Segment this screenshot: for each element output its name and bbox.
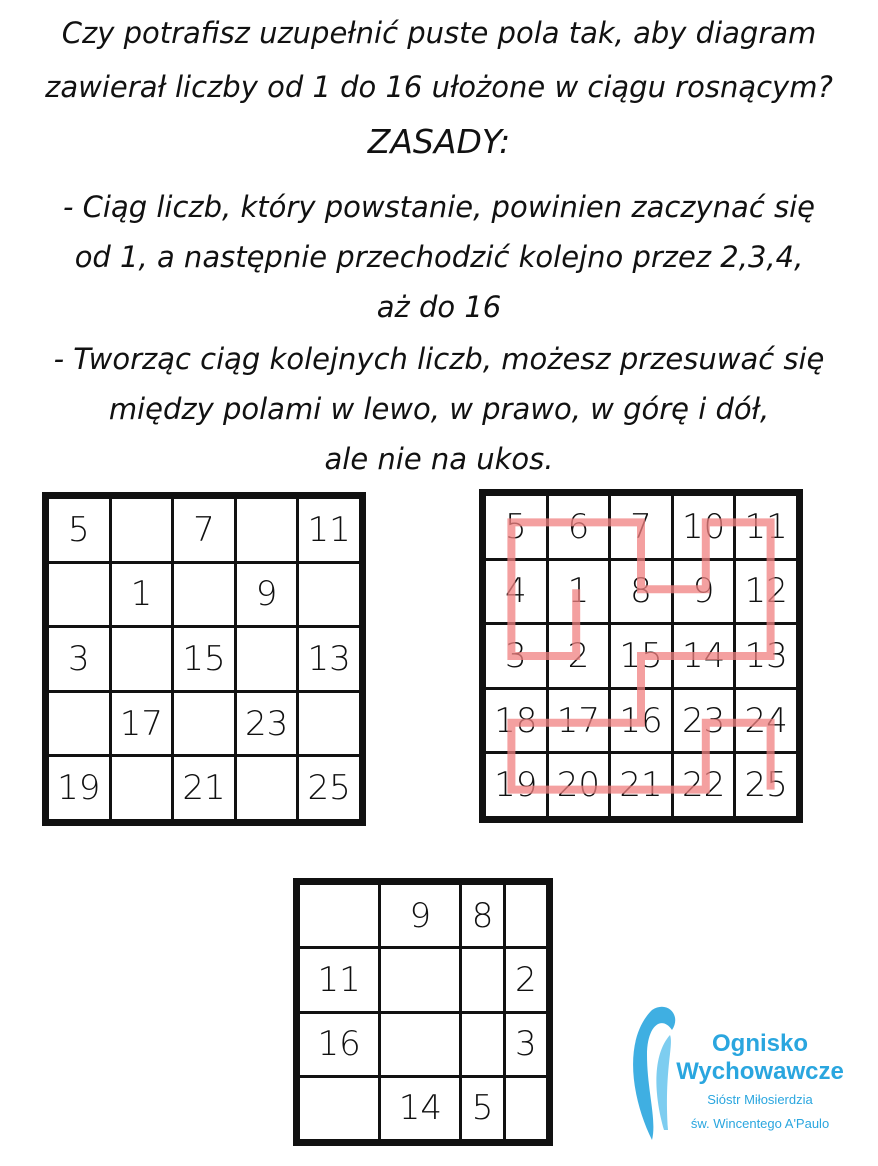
puzzle-cell: 8 [461, 884, 504, 948]
example-solution-cell: 7 [610, 495, 673, 560]
question-line-1: Czy potrafisz uzupełnić puste pola tak, aby diagram [61, 16, 817, 50]
example-puzzle-cell: 19 [48, 756, 111, 821]
example-puzzle-cell: 21 [173, 756, 236, 821]
puzzle-row [299, 1012, 548, 1076]
example-solution-cell: 21 [610, 753, 673, 818]
puzzle-cell [504, 884, 547, 948]
logo-name-1: Ognisko [711, 1030, 808, 1057]
puzzle-cell: 3 [504, 1012, 547, 1076]
example-solution-cell: 17 [547, 688, 610, 753]
example-solution-cell: 20 [547, 753, 610, 818]
example-puzzle-cell [110, 498, 173, 563]
rule-1-line-2: od 1, a następnie przechodzić kolejno przez 2,3,4, [74, 240, 804, 274]
puzzle-row [299, 948, 548, 1012]
rules-title: ZASADY: [367, 122, 511, 161]
example-puzzle-cell [48, 562, 111, 627]
puzzle-cell: 16 [299, 1012, 380, 1076]
example-solution-row [485, 753, 798, 818]
puzzle-cell [461, 948, 504, 1012]
puzzle-row [299, 884, 548, 948]
rule-1 [0, 182, 878, 332]
example-solution-cell: 1 [547, 559, 610, 624]
puzzle-cell: 9 [380, 884, 461, 948]
example-solution-cell: 18 [485, 688, 548, 753]
example-solution-cell: 13 [735, 624, 798, 689]
example-solution-row [485, 624, 798, 689]
rule-2-line-2: między polami w lewo, w prawo, w górę i dół, [108, 392, 770, 426]
example-puzzle-cell: 25 [298, 756, 361, 821]
puzzle-cell [504, 1076, 547, 1140]
puzzle-cell [299, 884, 380, 948]
example-solution-row [485, 559, 798, 624]
example-puzzle-cell [110, 627, 173, 692]
example-puzzle-cell: 17 [110, 691, 173, 756]
example-puzzle-cell: 1 [110, 562, 173, 627]
example-solution-cell: 2 [547, 624, 610, 689]
example-solution-cell: 5 [485, 495, 548, 560]
example-solution-cell: 9 [672, 559, 735, 624]
rule-2-line-3: ale nie na ukos. [324, 442, 554, 476]
example-solution-cell: 14 [672, 624, 735, 689]
example-puzzle-cell: 23 [235, 691, 298, 756]
example-solution-cell: 6 [547, 495, 610, 560]
example-solution-cell: 10 [672, 495, 735, 560]
example-solution-cell: 24 [735, 688, 798, 753]
example-puzzle-cell: 15 [173, 627, 236, 692]
puzzle-grid [293, 878, 553, 1146]
example-solution-grid [479, 489, 803, 823]
example-puzzle-cell: 11 [298, 498, 361, 563]
example-puzzle-cell [173, 562, 236, 627]
example-solution-cell: 15 [610, 624, 673, 689]
example-puzzle-cell [173, 691, 236, 756]
question-line-2: zawierał liczby od 1 do 16 ułożone w ciągu rosnącym? [45, 70, 833, 104]
puzzle-cell: 14 [380, 1076, 461, 1140]
rule-2-line-1: - Tworząc ciąg kolejnych liczb, możesz przesuwać się [53, 342, 825, 376]
logo-name-2: Wychowawcze [676, 1058, 844, 1085]
example-solution-cell: 11 [735, 495, 798, 560]
example-solution-cell: 22 [672, 753, 735, 818]
example-puzzle-cell: 3 [48, 627, 111, 692]
example-solution-cell: 12 [735, 559, 798, 624]
example-puzzle-cell: 13 [298, 627, 361, 692]
example-puzzle-row [48, 756, 361, 821]
example-solution-cell: 8 [610, 559, 673, 624]
puzzle-cell: 5 [461, 1076, 504, 1140]
puzzle-cell [380, 948, 461, 1012]
example-puzzle-cell [298, 691, 361, 756]
example-solution-cell: 23 [672, 688, 735, 753]
example-puzzle-cell [235, 756, 298, 821]
puzzle-cell: 11 [299, 948, 380, 1012]
puzzle-cell: 2 [504, 948, 547, 1012]
rule-2 [0, 334, 878, 484]
example-puzzle-cell [235, 627, 298, 692]
example-puzzle-row [48, 691, 361, 756]
logo-subtitle-1: Sióstr Miłosierdzia [707, 1092, 813, 1107]
example-solution-cell: 25 [735, 753, 798, 818]
example-solution-row [485, 688, 798, 753]
example-solution-cell: 16 [610, 688, 673, 753]
example-solution-row [485, 495, 798, 560]
puzzle-row [299, 1076, 548, 1140]
example-puzzle-cell: 7 [173, 498, 236, 563]
puzzle-cell [299, 1076, 380, 1140]
rule-1-line-1: - Ciąg liczb, który powstanie, powinien zaczynać się [62, 190, 815, 224]
example-puzzle-row [48, 627, 361, 692]
logo-subtitle-2: św. Wincentego A'Paulo [690, 1116, 830, 1131]
example-puzzle-row [48, 498, 361, 563]
example-puzzle-cell [48, 691, 111, 756]
question-text [0, 6, 878, 114]
puzzle-cell [461, 1012, 504, 1076]
example-puzzle-cell [235, 498, 298, 563]
example-puzzle-cell: 5 [48, 498, 111, 563]
example-puzzle-grid [42, 492, 366, 826]
example-solution-cell: 3 [485, 624, 548, 689]
rule-1-line-3: aż do 16 [376, 290, 502, 324]
example-puzzle-row [48, 562, 361, 627]
example-puzzle-cell [110, 756, 173, 821]
example-solution-cell: 19 [485, 753, 548, 818]
example-solution-cell: 4 [485, 559, 548, 624]
puzzle-cell [380, 1012, 461, 1076]
example-puzzle-cell [298, 562, 361, 627]
example-puzzle-cell: 9 [235, 562, 298, 627]
